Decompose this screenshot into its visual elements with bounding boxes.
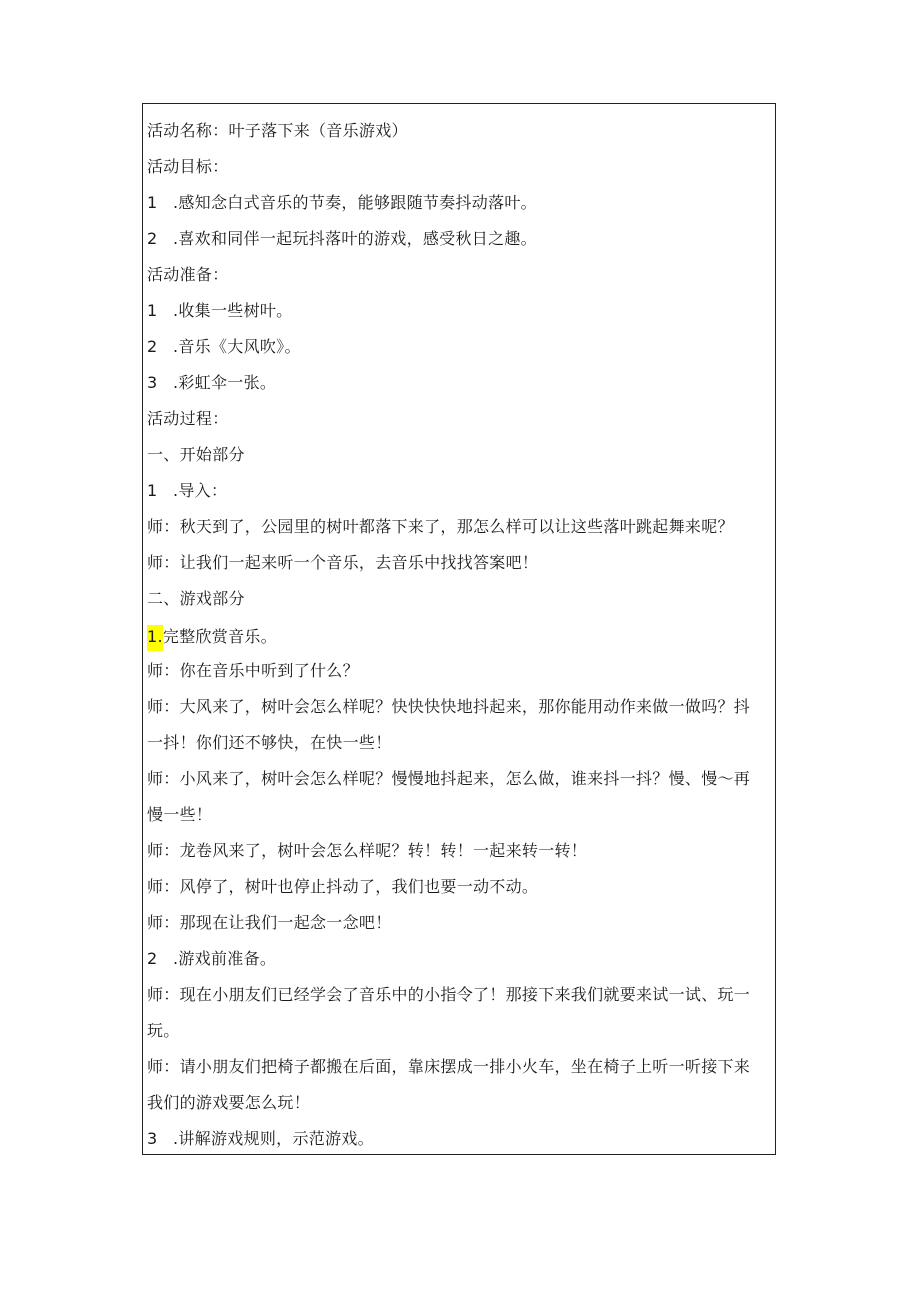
teacher-line: 师：你在音乐中听到了什么？	[147, 661, 359, 680]
teacher-line: 师：大风来了，树叶会怎么样呢？快快快快地抖起来，那你能用动作来做一做吗？抖	[147, 697, 751, 716]
section-heading: 二、游戏部分	[147, 589, 245, 608]
teacher-line: 师：请小朋友们把椅子都搬在后面，靠床摆成一排小火车，坐在椅子上听一听接下来	[147, 1057, 751, 1076]
goal-text: .感知念白式音乐的节奏，能够跟随节奏抖动落叶。	[173, 193, 537, 212]
activity-title: 活动名称：叶子落下来（音乐游戏）	[147, 121, 408, 140]
document-box	[142, 103, 776, 1155]
step-number: 3	[147, 1129, 158, 1148]
prep-text: .彩虹伞一张。	[173, 373, 277, 392]
step-item	[147, 1129, 374, 1149]
teacher-line: 慢一些！	[147, 805, 213, 824]
prep-number: 3	[147, 373, 158, 392]
prep-number: 1	[147, 301, 158, 320]
process-heading: 活动过程：	[147, 409, 229, 428]
step-text: 完整欣赏音乐。	[162, 627, 277, 646]
prep-heading: 活动准备：	[147, 265, 229, 284]
teacher-line: 师：现在小朋友们已经学会了音乐中的小指令了！那接下来我们就要来试一试、玩一	[147, 985, 751, 1004]
prep-number: 2	[147, 337, 158, 356]
goal-number: 2	[147, 229, 158, 248]
teacher-line: 我们的游戏要怎么玩！	[147, 1093, 311, 1112]
prep-item	[147, 301, 293, 321]
step-item	[147, 481, 227, 501]
goal-text: .喜欢和同伴一起玩抖落叶的游戏，感受秋日之趣。	[173, 229, 537, 248]
step-text: .讲解游戏规则，示范游戏。	[173, 1129, 374, 1148]
prep-text: .收集一些树叶。	[173, 301, 293, 320]
teacher-line: 师：让我们一起来听一个音乐，去音乐中找找答案吧！	[147, 553, 539, 572]
highlighted-step-number: 1.	[147, 625, 163, 651]
teacher-line: 师：秋天到了，公园里的树叶都落下来了，那怎么样可以让这些落叶跳起舞来呢？	[147, 517, 734, 536]
teacher-line: 玩。	[147, 1021, 180, 1040]
goal-number: 1	[147, 193, 158, 212]
goals-heading: 活动目标：	[147, 157, 229, 176]
goal-item	[147, 229, 537, 249]
teacher-line: 师：那现在让我们一起念一念吧！	[147, 913, 392, 932]
teacher-line: 一抖！你们还不够快，在快一些！	[147, 733, 392, 752]
prep-item	[147, 373, 276, 393]
step-item	[147, 949, 276, 969]
step-item	[147, 625, 277, 651]
step-text: .导入：	[173, 481, 228, 500]
teacher-line: 师：小风来了，树叶会怎么样呢？慢慢地抖起来，怎么做，谁来抖一抖？慢、慢～再	[147, 769, 751, 788]
teacher-line: 师：风停了，树叶也停止抖动了，我们也要一动不动。	[147, 877, 539, 896]
step-number: 1	[147, 481, 158, 500]
step-number: 2	[147, 949, 158, 968]
teacher-line: 师：龙卷风来了，树叶会怎么样呢？转！转！一起来转一转！	[147, 841, 588, 860]
goal-item	[147, 193, 537, 213]
step-text: .游戏前准备。	[173, 949, 277, 968]
prep-item	[147, 337, 301, 357]
section-heading: 一、开始部分	[147, 445, 245, 464]
prep-text: .音乐《大风吹》。	[173, 337, 301, 356]
